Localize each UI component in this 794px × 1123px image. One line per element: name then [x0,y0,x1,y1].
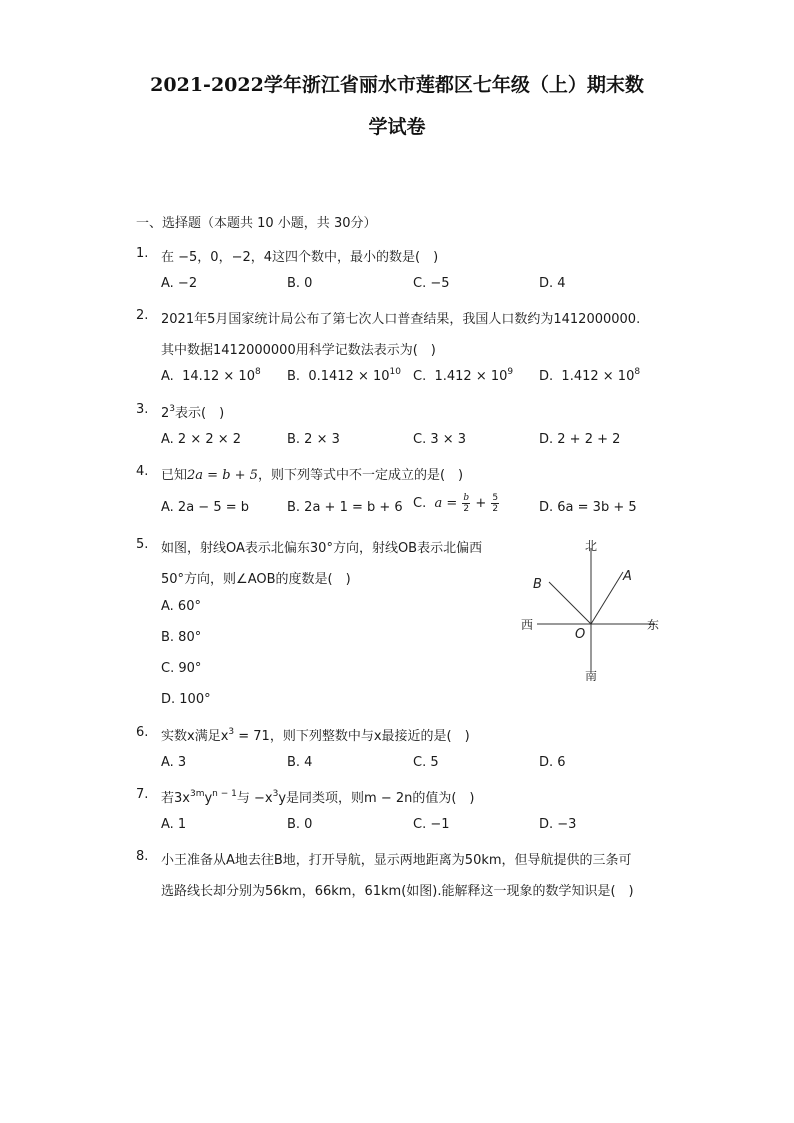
question-4-option-d[interactable]: D. 6a = 3b + 5 [539,500,637,515]
question-5-text-line-2: 50°方向，则∠AOB的度数是( ) [161,572,351,587]
question-6-exponent: 3 [228,727,235,737]
question-1-number: 1. [136,246,149,261]
option-label: A. [161,369,174,384]
question-7-option-a[interactable]: A. 1 [161,817,187,832]
question-2-option-c[interactable] [413,369,513,384]
option-lhs: a = [434,496,458,511]
question-8-text-line-1: 小王准备从A地去往B地，打开导航，显示两地距离为50km，但导航提供的三条可 [161,853,632,868]
question-2-option-a[interactable] [161,369,261,384]
question-6-text [161,725,470,744]
question-3-exponent: 3 [169,404,176,414]
question-2-option-b[interactable] [287,369,401,384]
option-label: D. [539,369,554,384]
question-5-number: 5. [136,537,149,552]
option-label: B. [287,369,301,384]
option-label: C. [413,369,427,384]
option-exponent: 10 [389,367,401,377]
question-3-rest: 表示( ) [175,406,225,421]
fraction-numerator: 5 [492,493,499,503]
option-base: 14.12 × 10 [182,369,255,384]
label-north: 北 [585,539,598,553]
question-7-part-d: y是同类项，则m − 2n的值为( ) [278,791,475,806]
question-5-option-a[interactable]: A. 60° [161,599,201,614]
fraction-denominator: 2 [463,504,470,514]
question-6-option-c[interactable]: C. 5 [413,755,439,770]
label-west: 西 [521,618,534,632]
question-6-post: = 71，则下列整数中与x最接近的是( ) [234,729,470,744]
question-1-option-a[interactable]: A. −2 [161,276,198,291]
question-3-option-a[interactable]: A. 2 × 2 × 2 [161,432,242,447]
question-4-equation: 2a = b + 5 [187,468,258,483]
question-3-option-c[interactable]: C. 3 × 3 [413,432,467,447]
question-5-option-c[interactable]: C. 90° [161,661,202,676]
option-exponent: 9 [507,367,514,377]
ray-ob [549,582,591,624]
page-title-line-1: 2021-2022学年浙江省丽水市莲都区七年级（上）期末数 [150,74,644,96]
option-label: C. [413,496,427,511]
question-2-text-line-2: 其中数据1412000000用科学记数法表示为( ) [161,343,436,358]
question-3-text [161,402,224,421]
question-2-number: 2. [136,308,149,323]
question-4-post: ，则下列等式中不一定成立的是( ) [257,468,464,483]
question-6-pre: 实数x满足x [161,729,229,744]
question-7-text [161,787,475,806]
question-3-base: 2 [161,406,170,421]
section-heading: 一、选择题（本题共 10 小题，共 30分） [136,216,377,231]
question-5-option-d[interactable]: D. 100° [161,692,211,707]
option-base: 0.1412 × 10 [308,369,390,384]
question-1-option-d[interactable]: D. 4 [539,276,566,291]
question-5-compass-figure [515,530,665,690]
question-7-exp-b: n − 1 [212,789,237,799]
question-7-exp-c: 3 [272,789,279,799]
option-exponent: 8 [254,367,261,377]
fraction-5-over-2 [491,493,499,514]
question-7-option-d[interactable]: D. −3 [539,817,577,832]
question-3-option-d[interactable]: D. 2 + 2 + 2 [539,432,621,447]
question-1-option-b[interactable]: B. 0 [287,276,313,291]
question-7-number: 7. [136,787,149,802]
question-7-part-c: 与 −x [236,791,273,806]
question-4-option-a[interactable]: A. 2a − 5 = b [161,500,250,515]
question-1-text: 在 −5，0，−2，4这四个数中，最小的数是( ) [161,250,439,265]
ray-oa [591,572,623,624]
label-point-o: O [575,627,586,642]
question-7-part-b: y [204,791,213,806]
label-south: 南 [585,669,598,683]
label-point-a: A [623,569,632,584]
question-5-text-line-1: 如图，射线OA表示北偏东30°方向，射线OB表示北偏西 [161,541,483,556]
fraction-denominator: 2 [492,504,499,514]
question-3-number: 3. [136,402,149,417]
question-6-option-a[interactable]: A. 3 [161,755,187,770]
question-6-option-d[interactable]: D. 6 [539,755,566,770]
option-base: 1.412 × 10 [434,369,508,384]
page-title-line-2: 学试卷 [368,116,426,138]
question-8-number: 8. [136,849,149,864]
fraction-b-over-2 [462,493,470,514]
question-6-number: 6. [136,725,149,740]
question-7-option-b[interactable]: B. 0 [287,817,313,832]
question-6-option-b[interactable]: B. 4 [287,755,313,770]
question-4-option-c[interactable] [413,493,500,514]
fraction-numerator: b [463,493,470,503]
label-point-b: B [533,577,542,592]
question-7-option-c[interactable]: C. −1 [413,817,450,832]
question-2-text-line-1: 2021年5月国家统计局公布了第七次人口普查结果，我国人口数约为1412000000. [161,312,641,327]
question-8-text-line-2: 选路线长却分别为56km，66km，61km(如图).能解释这一现象的数学知识是( ) [161,884,634,899]
label-east: 东 [647,618,660,632]
question-3-option-b[interactable]: B. 2 × 3 [287,432,340,447]
question-4-option-b[interactable]: B. 2a + 1 = b + 6 [287,500,403,515]
question-7-part-a: 若3x [161,791,190,806]
question-1-option-c[interactable]: C. −5 [413,276,450,291]
question-2-option-d[interactable] [539,369,640,384]
question-4-pre: 已知 [161,468,188,483]
question-4-text [161,464,463,483]
question-5-option-b[interactable]: B. 80° [161,630,202,645]
question-4-number: 4. [136,464,149,479]
question-7-exp-a: 3m [189,789,205,799]
option-plus: + [475,496,487,511]
option-exponent: 8 [634,367,641,377]
option-base: 1.412 × 10 [561,369,635,384]
